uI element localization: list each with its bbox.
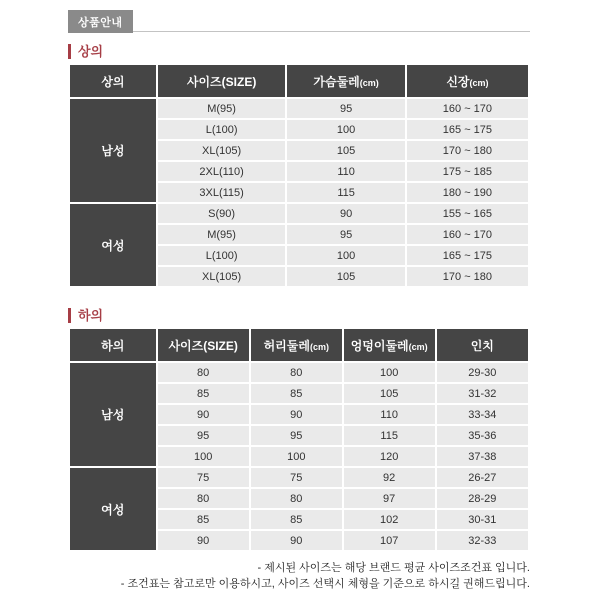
table-row xyxy=(70,468,528,487)
data-cell: 92 xyxy=(344,468,435,487)
header-row xyxy=(70,65,528,97)
header-unit: (cm) xyxy=(469,77,489,88)
header-unit: (cm) xyxy=(309,341,329,352)
data-cell: 37-38 xyxy=(437,447,528,466)
data-cell: 95 xyxy=(158,426,249,445)
data-cell: 100 xyxy=(251,447,342,466)
data-cell: 105 xyxy=(344,384,435,403)
data-cell: 28-29 xyxy=(437,489,528,508)
data-cell: 80 xyxy=(158,363,249,382)
data-cell: 90 xyxy=(158,405,249,424)
data-cell: S(90) xyxy=(158,204,285,223)
data-cell: 110 xyxy=(287,162,405,181)
data-cell: 170 ~ 180 xyxy=(407,141,528,160)
footer-note-2: - 조건표는 참고로만 이용하시고, 사이즈 선택시 체형을 기준으로 하시길 권해드립니다. xyxy=(120,578,530,590)
section-bottoms xyxy=(68,308,530,552)
header-label: 인치 xyxy=(470,338,494,353)
data-cell: 160 ~ 170 xyxy=(407,99,528,118)
table-body xyxy=(70,363,528,550)
header-cell xyxy=(287,65,405,97)
footer-notes xyxy=(68,560,530,592)
group-cell: 여성 xyxy=(70,468,156,550)
size-table-tops xyxy=(68,63,530,288)
data-cell: 2XL(110) xyxy=(158,162,285,181)
data-cell: 100 xyxy=(287,246,405,265)
data-cell: 3XL(115) xyxy=(158,183,285,202)
data-cell: 90 xyxy=(158,531,249,550)
header-label: 신장 xyxy=(446,74,470,89)
data-cell: 102 xyxy=(344,510,435,529)
header-label: 사이즈(SIZE) xyxy=(168,338,238,353)
data-cell: 105 xyxy=(287,267,405,286)
data-cell: 80 xyxy=(251,363,342,382)
data-cell: 165 ~ 175 xyxy=(407,246,528,265)
data-cell: 95 xyxy=(287,225,405,244)
data-cell: 100 xyxy=(158,447,249,466)
data-cell: 155 ~ 165 xyxy=(407,204,528,223)
header-label: 가슴둘레 xyxy=(313,74,360,89)
header-cell xyxy=(158,329,249,361)
header-label: 사이즈(SIZE) xyxy=(186,74,257,89)
data-cell: 30-31 xyxy=(437,510,528,529)
data-cell: M(95) xyxy=(158,99,285,118)
size-table-bottoms xyxy=(68,327,530,552)
footer-note-1: - 제시된 사이즈는 해당 브랜드 평균 사이즈조건표 입니다. xyxy=(257,562,530,574)
tab-product-info[interactable]: 상품안내 xyxy=(68,10,133,33)
header-cell xyxy=(70,65,156,97)
data-cell: 110 xyxy=(344,405,435,424)
data-cell: 75 xyxy=(158,468,249,487)
header-label: 허리둘레 xyxy=(263,338,310,353)
data-cell: 95 xyxy=(251,426,342,445)
data-cell: 115 xyxy=(287,183,405,202)
group-cell: 남성 xyxy=(70,363,156,466)
header-cell xyxy=(437,329,528,361)
data-cell: XL(105) xyxy=(158,141,285,160)
table-row xyxy=(70,363,528,382)
data-cell: 95 xyxy=(287,99,405,118)
data-cell: L(100) xyxy=(158,120,285,139)
data-cell: 180 ~ 190 xyxy=(407,183,528,202)
data-cell: 165 ~ 175 xyxy=(407,120,528,139)
header-label: 엉덩이둘레 xyxy=(350,338,409,353)
data-cell: 120 xyxy=(344,447,435,466)
data-cell: 170 ~ 180 xyxy=(407,267,528,286)
data-cell: 85 xyxy=(158,510,249,529)
header-label: 상의 xyxy=(101,74,125,89)
product-info-tab-bar xyxy=(68,10,530,32)
group-cell: 여성 xyxy=(70,204,156,286)
data-cell: 105 xyxy=(287,141,405,160)
section-tops xyxy=(68,44,530,288)
data-cell: 107 xyxy=(344,531,435,550)
data-cell: 31-32 xyxy=(437,384,528,403)
data-cell: 90 xyxy=(287,204,405,223)
section-title-bottoms: 하의 xyxy=(68,308,530,323)
table-body xyxy=(70,99,528,286)
data-cell: 97 xyxy=(344,489,435,508)
data-cell: 175 ~ 185 xyxy=(407,162,528,181)
data-cell: 80 xyxy=(158,489,249,508)
data-cell: 80 xyxy=(251,489,342,508)
data-cell: 85 xyxy=(158,384,249,403)
data-cell: XL(105) xyxy=(158,267,285,286)
data-cell: 29-30 xyxy=(437,363,528,382)
data-cell: 26-27 xyxy=(437,468,528,487)
data-cell: 32-33 xyxy=(437,531,528,550)
data-cell: 85 xyxy=(251,510,342,529)
data-cell: 160 ~ 170 xyxy=(407,225,528,244)
section-title-tops: 상의 xyxy=(68,44,530,59)
data-cell: 90 xyxy=(251,531,342,550)
header-cell xyxy=(344,329,435,361)
data-cell: 115 xyxy=(344,426,435,445)
size-tables-container xyxy=(68,44,530,552)
header-unit: (cm) xyxy=(408,341,428,352)
data-cell: 85 xyxy=(251,384,342,403)
header-cell xyxy=(251,329,342,361)
data-cell: 33-34 xyxy=(437,405,528,424)
table-row xyxy=(70,204,528,223)
table-head xyxy=(70,329,528,361)
data-cell: 100 xyxy=(287,120,405,139)
header-unit: (cm) xyxy=(359,77,379,88)
data-cell: 90 xyxy=(251,405,342,424)
header-cell xyxy=(158,65,285,97)
data-cell: 35-36 xyxy=(437,426,528,445)
table-row xyxy=(70,99,528,118)
header-cell xyxy=(70,329,156,361)
data-cell: 100 xyxy=(344,363,435,382)
data-cell: 75 xyxy=(251,468,342,487)
header-label: 하의 xyxy=(101,338,125,353)
data-cell: L(100) xyxy=(158,246,285,265)
header-row xyxy=(70,329,528,361)
table-head xyxy=(70,65,528,97)
header-cell xyxy=(407,65,528,97)
group-cell: 남성 xyxy=(70,99,156,202)
data-cell: M(95) xyxy=(158,225,285,244)
